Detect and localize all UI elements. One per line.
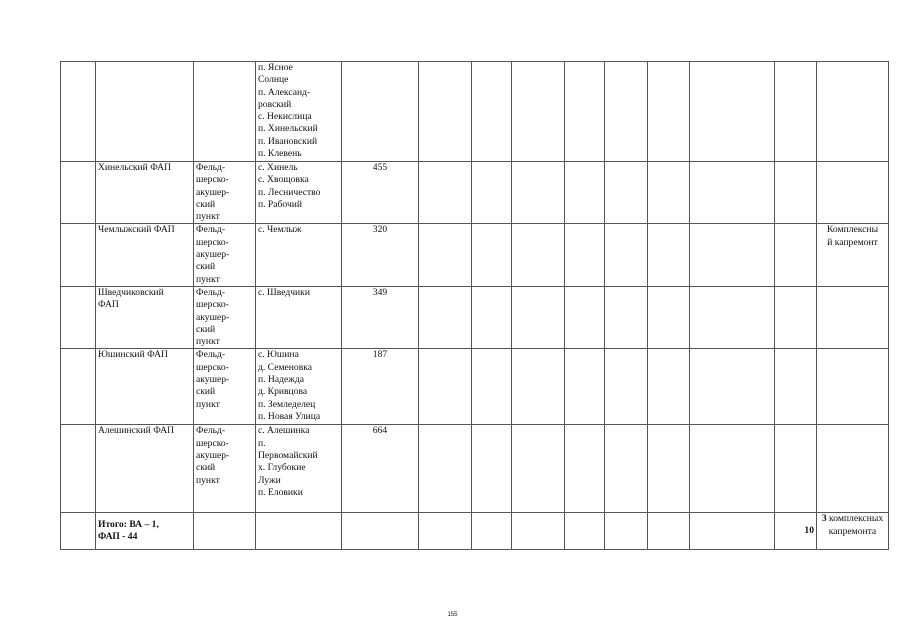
total-label: Итого: ВА – 1, ФАП - 44	[96, 513, 194, 550]
settlements-list: с. Чемлыж	[256, 224, 342, 286]
settlements-list: с. Алешинка п. Первомайский х. Глубокие Лужи п. Еловики	[256, 425, 342, 513]
repair-note	[817, 162, 889, 224]
repair-note: Комплексны й капремонт	[817, 224, 889, 286]
repair-note	[817, 286, 889, 348]
total-repair-count: 3	[821, 513, 827, 525]
population: 320	[342, 224, 419, 286]
total-count: 10	[775, 513, 817, 550]
total-repair-text: комплексных капремонта	[828, 513, 884, 537]
facility-type: Фельд- шерско- акушер- ский пункт	[194, 349, 256, 425]
repair-note	[817, 62, 889, 162]
facility-name: Юшинский ФАП	[96, 349, 194, 425]
facility-name	[96, 62, 194, 162]
table-row	[61, 425, 889, 513]
table-row	[61, 162, 889, 224]
population: 664	[342, 425, 419, 513]
facilities-table	[60, 61, 889, 550]
population	[342, 62, 419, 162]
settlements-list: с. Хинель с. Хвощовка п. Лесничество п. Рабочий	[256, 162, 342, 224]
facility-type	[194, 62, 256, 162]
total-row	[61, 513, 889, 550]
settlements-list: п. Ясное Солнце п. Александ- ровский с. Некислица п. Хинельский п. Ивановский п. Клевень	[256, 62, 342, 162]
table-row	[61, 224, 889, 286]
population: 349	[342, 286, 419, 348]
facility-name: Шведчиковский ФАП	[96, 286, 194, 348]
repair-note	[817, 349, 889, 425]
table-row	[61, 349, 889, 425]
facility-type: Фельд- шерско- акушер- ский пункт	[194, 162, 256, 224]
facility-name: Чемлыжский ФАП	[96, 224, 194, 286]
facility-name: Хинельский ФАП	[96, 162, 194, 224]
table-row	[61, 286, 889, 348]
facility-type: Фельд- шерско- акушер- ский пункт	[194, 425, 256, 513]
facility-type: Фельд- шерско- акушер- ский пункт	[194, 286, 256, 348]
table-row	[61, 62, 889, 162]
total-repair-note	[817, 513, 889, 550]
page-number: 155	[447, 612, 458, 618]
population: 455	[342, 162, 419, 224]
facility-type: Фельд- шерско- акушер- ский пункт	[194, 224, 256, 286]
settlements-list: с. Шведчики	[256, 286, 342, 348]
settlements-list: с. Юшина д. Семеновка п. Надежда д. Кривцова п. Земледелец п. Новая Улица	[256, 349, 342, 425]
population: 187	[342, 349, 419, 425]
facility-name: Алешинский ФАП	[96, 425, 194, 513]
repair-note	[817, 425, 889, 513]
